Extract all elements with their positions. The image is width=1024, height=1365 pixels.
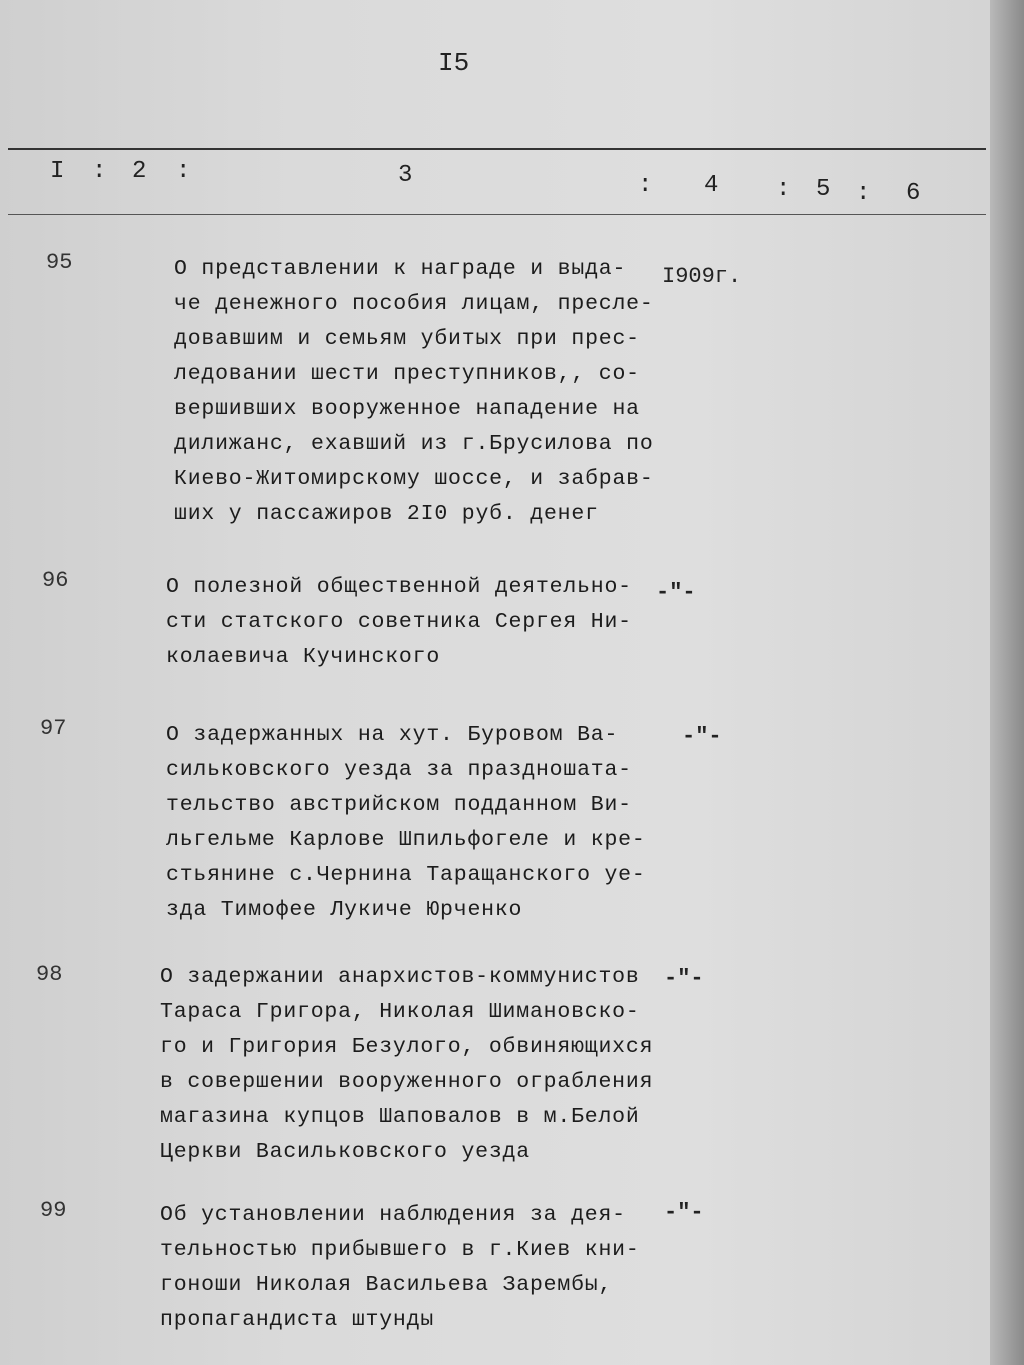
- entry-title: [174, 252, 654, 532]
- entry-line: тельностью прибывшего в г.Киев кни-: [160, 1238, 640, 1262]
- entry-line: довавшим и семьям убитых при прес-: [174, 327, 640, 351]
- entry-line: О задержании анархистов-коммунистов: [160, 965, 640, 989]
- entry-line: колаевича Кучинского: [166, 645, 441, 669]
- entry-line: О представлении к награде и выда-: [174, 257, 627, 281]
- entry-line: тельство австрийском подданном Ви-: [166, 793, 632, 817]
- entry-number: 99: [40, 1198, 67, 1223]
- table-header-top-rule: [8, 148, 986, 150]
- column-header-1: I: [50, 158, 65, 185]
- column-header-3: 3: [398, 162, 413, 189]
- entry-year: I909г.: [662, 264, 742, 289]
- entry-line: гоноши Николая Васильева Зарембы,: [160, 1273, 613, 1297]
- entry-line: зда Тимофее Лукиче Юрченко: [166, 898, 523, 922]
- table-header-bottom-rule: [8, 214, 986, 215]
- column-header-5: 5: [816, 176, 831, 203]
- entry-line: льгельме Карлове Шпильфогеле и кре-: [166, 828, 646, 852]
- entry-line: Церкви Васильковского уезда: [160, 1140, 530, 1164]
- entry-line: пропагандиста штунды: [160, 1308, 435, 1332]
- entry-line: О задержанных на хут. Буровом Ва-: [166, 723, 619, 747]
- entry-line: стьянине с.Чернина Таращанского уе-: [166, 863, 646, 887]
- entry-line: сильковского уезда за праздношата-: [166, 758, 632, 782]
- column-separator: :: [638, 172, 653, 199]
- entry-title: [160, 1198, 640, 1338]
- entry-title: [166, 570, 632, 675]
- entry-number: 98: [36, 962, 63, 987]
- column-separator: :: [176, 158, 191, 185]
- entry-title: [166, 718, 646, 928]
- ditto-mark: -"-: [664, 966, 704, 991]
- entry-number: 97: [40, 716, 67, 741]
- ditto-mark: -"-: [682, 724, 722, 749]
- column-separator: :: [776, 176, 791, 203]
- column-header-2: 2: [132, 158, 147, 185]
- entry-line: Киево-Житомирскому шоссе, и забрав-: [174, 467, 654, 491]
- page-edge-shadow: [990, 0, 1024, 1365]
- entry-line: Об установлении наблюдения за дея-: [160, 1203, 626, 1227]
- entry-line: вершивших вооруженное нападение на: [174, 397, 640, 421]
- entry-line: Тараса Григора, Николая Шимановско-: [160, 1000, 640, 1024]
- entry-line: О полезной общественной деятельно-: [166, 575, 632, 599]
- column-header-6: 6: [906, 180, 921, 207]
- column-separator: :: [92, 158, 107, 185]
- ditto-mark: -"-: [656, 580, 696, 605]
- entry-line: ших у пассажиров 2I0 руб. денег: [174, 502, 599, 526]
- entry-line: че денежного пособия лицам, пресле-: [174, 292, 654, 316]
- page-number: I5: [438, 48, 470, 78]
- entry-line: сти статского советника Сергея Ни-: [166, 610, 632, 634]
- ditto-mark: -"-: [664, 1200, 704, 1225]
- column-separator: :: [856, 180, 871, 207]
- entry-line: ледовании шести преступников,, со-: [174, 362, 640, 386]
- entry-line: магазина купцов Шаповалов в м.Белой: [160, 1105, 640, 1129]
- entry-line: в совершении вооруженного ограбления: [160, 1070, 654, 1094]
- entry-number: 96: [42, 568, 69, 593]
- entry-line: дилижанс, ехавший из г.Брусилова по: [174, 432, 654, 456]
- entry-title: [160, 960, 653, 1170]
- entry-line: го и Григория Безулого, обвиняющихся: [160, 1035, 654, 1059]
- entry-number: 95: [46, 250, 73, 275]
- column-header-4: 4: [704, 172, 719, 199]
